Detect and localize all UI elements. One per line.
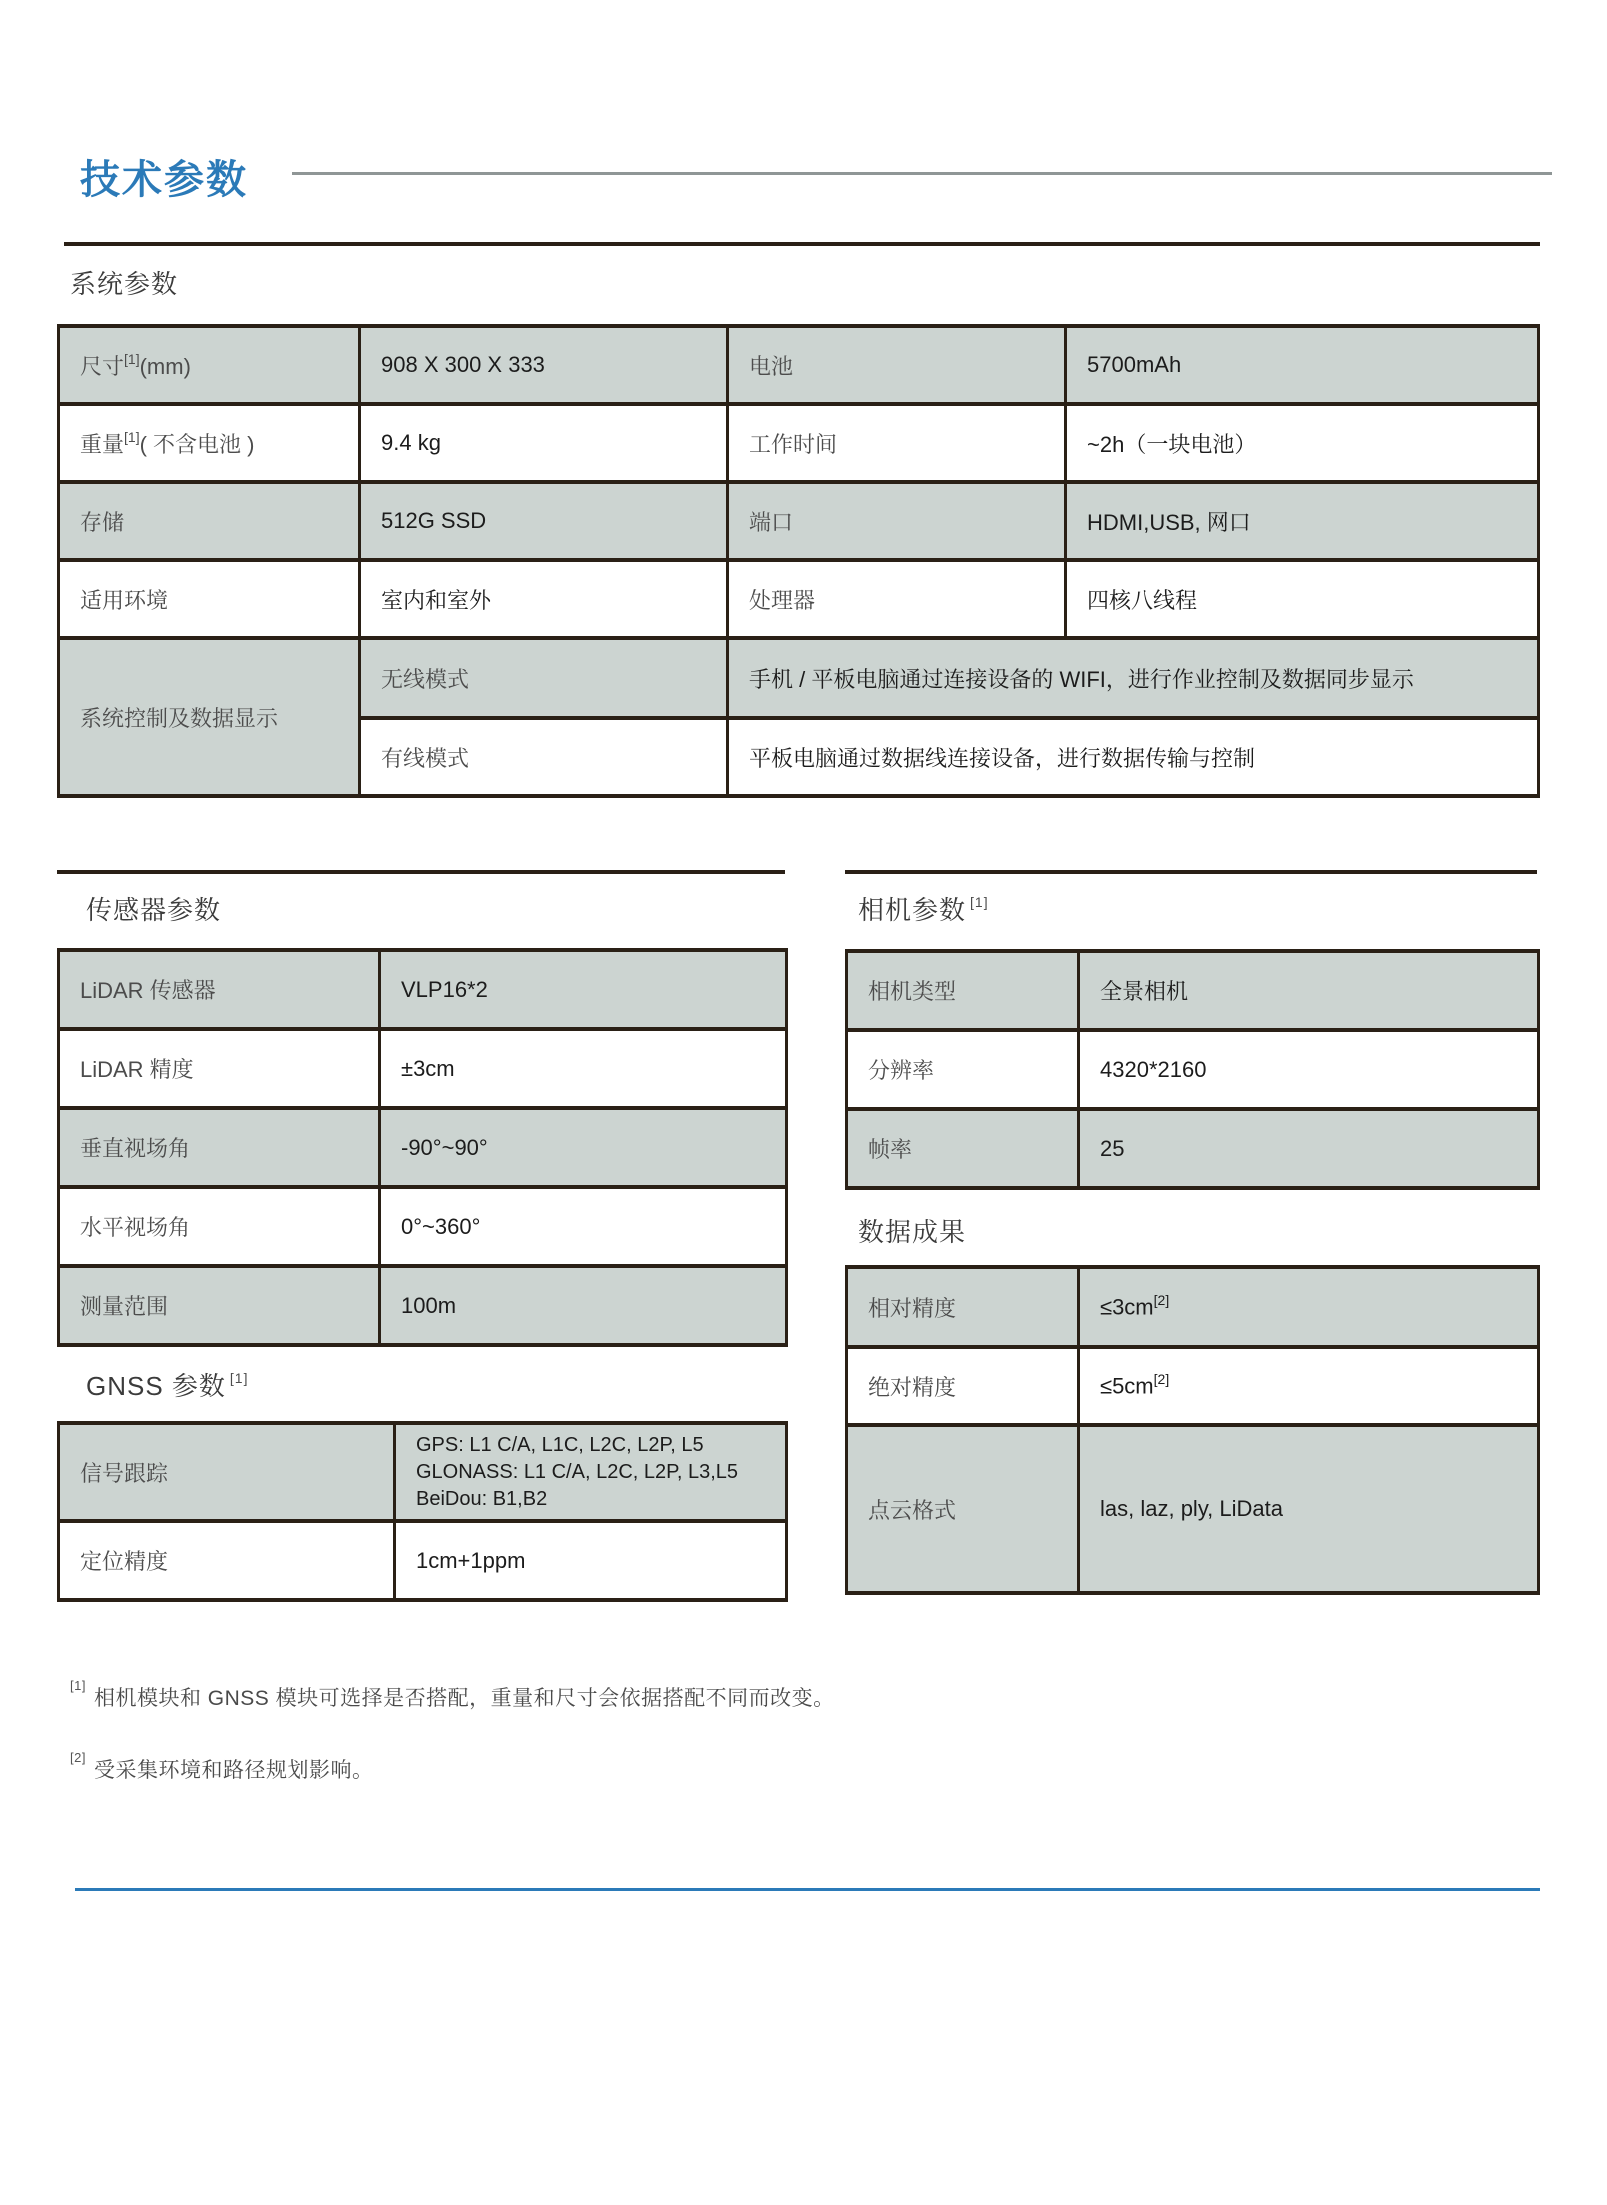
table-row bbox=[59, 1423, 787, 1521]
table-row bbox=[59, 1266, 787, 1345]
spec-value: HDMI,USB, 网口 bbox=[1066, 482, 1539, 560]
table-row bbox=[59, 482, 1539, 560]
spec-label: 垂直视场角 bbox=[59, 1108, 380, 1187]
table-row bbox=[59, 1029, 787, 1108]
spec-label: 工作时间 bbox=[728, 404, 1066, 482]
gnss-params-table bbox=[57, 1421, 788, 1602]
spec-value-positioning-accuracy: 1cm+1ppm bbox=[395, 1521, 787, 1600]
spec-value: 100m bbox=[380, 1266, 787, 1345]
system-section-rule bbox=[64, 242, 1540, 246]
spec-value: 0°~360° bbox=[380, 1187, 787, 1266]
spec-label-wireless-mode: 无线模式 bbox=[360, 638, 728, 718]
page-title: 技术参数 bbox=[80, 158, 248, 202]
section-heading-system: 系统参数 bbox=[70, 269, 179, 299]
data-results-table bbox=[845, 1265, 1540, 1595]
table-row bbox=[59, 950, 787, 1029]
table-row bbox=[59, 1521, 787, 1600]
spec-label-wired-mode: 有线模式 bbox=[360, 718, 728, 796]
spec-label-positioning-accuracy: 定位精度 bbox=[59, 1521, 395, 1600]
spec-label: 端口 bbox=[728, 482, 1066, 560]
table-row bbox=[847, 1267, 1539, 1347]
table-row bbox=[847, 1030, 1539, 1109]
spec-value: ≤5cm[2] bbox=[1079, 1347, 1539, 1425]
spec-label: 相机类型 bbox=[847, 951, 1079, 1030]
spec-label: 测量范围 bbox=[59, 1266, 380, 1345]
spec-label: 水平视场角 bbox=[59, 1187, 380, 1266]
sensor-section-rule bbox=[57, 870, 785, 874]
table-row bbox=[847, 951, 1539, 1030]
spec-value: 908 X 300 X 333 bbox=[360, 326, 728, 404]
spec-label: LiDAR 精度 bbox=[59, 1029, 380, 1108]
spec-label: 电池 bbox=[728, 326, 1066, 404]
spec-value: -90°~90° bbox=[380, 1108, 787, 1187]
spec-value: 室内和室外 bbox=[360, 560, 728, 638]
spec-value: ~2h（一块电池） bbox=[1066, 404, 1539, 482]
section-heading-gnss: GNSS 参数 [1] bbox=[86, 1370, 249, 1401]
spec-value-signal-tracking: GPS: L1 C/A, L1C, L2C, L2P, L5 GLONASS: L1 C/A, L2C, L2P, L3,L5 BeiDou: B1,B2 bbox=[395, 1423, 787, 1521]
table-row bbox=[59, 1187, 787, 1266]
section-heading-sensor: 传感器参数 bbox=[86, 895, 222, 925]
footnote-2: [2]受采集环境和路径规划影响。 bbox=[70, 1750, 374, 1782]
spec-label: 尺寸[1](mm) bbox=[59, 326, 360, 404]
spec-label: 处理器 bbox=[728, 560, 1066, 638]
section-heading-camera: 相机参数 [1] bbox=[858, 894, 989, 925]
spec-label: 重量[1]( 不含电池 ) bbox=[59, 404, 360, 482]
spec-value: VLP16*2 bbox=[380, 950, 787, 1029]
spec-value: 4320*2160 bbox=[1079, 1030, 1539, 1109]
spec-value: 全景相机 bbox=[1079, 951, 1539, 1030]
table-row bbox=[59, 326, 1539, 404]
footnote-1: [1]相机模块和 GNSS 模块可选择是否搭配，重量和尺寸会依据搭配不同而改变。 bbox=[70, 1678, 835, 1710]
spec-label: 帧率 bbox=[847, 1109, 1079, 1188]
spec-value-wired-desc: 平板电脑通过数据线连接设备，进行数据传输与控制 bbox=[728, 718, 1539, 796]
title-rule-line bbox=[292, 172, 1552, 175]
table-row bbox=[847, 1109, 1539, 1188]
bottom-accent-rule bbox=[75, 1888, 1540, 1891]
spec-label-pointcloud-format: 点云格式 bbox=[847, 1425, 1079, 1593]
spec-value: 9.4 kg bbox=[360, 404, 728, 482]
spec-value: 25 bbox=[1079, 1109, 1539, 1188]
spec-label-signal-tracking: 信号跟踪 bbox=[59, 1423, 395, 1521]
table-row bbox=[59, 560, 1539, 638]
table-row bbox=[59, 638, 1539, 718]
table-row bbox=[59, 404, 1539, 482]
section-heading-results: 数据成果 bbox=[858, 1217, 967, 1247]
table-row bbox=[847, 1347, 1539, 1425]
spec-value-pointcloud-format: las, laz, ply, LiData bbox=[1079, 1425, 1539, 1593]
spec-label: 绝对精度 bbox=[847, 1347, 1079, 1425]
sensor-params-table bbox=[57, 948, 788, 1347]
spec-label: 存储 bbox=[59, 482, 360, 560]
spec-label: 相对精度 bbox=[847, 1267, 1079, 1347]
table-row bbox=[847, 1425, 1539, 1593]
system-params-table bbox=[57, 324, 1540, 798]
camera-params-table bbox=[845, 949, 1540, 1190]
spec-value: 四核八线程 bbox=[1066, 560, 1539, 638]
spec-value-wireless-desc: 手机 / 平板电脑通过连接设备的 WIFI，进行作业控制及数据同步显示 bbox=[728, 638, 1539, 718]
spec-value: ±3cm bbox=[380, 1029, 787, 1108]
spec-label-control-display: 系统控制及数据显示 bbox=[59, 638, 360, 796]
spec-label: 分辨率 bbox=[847, 1030, 1079, 1109]
camera-section-rule bbox=[845, 870, 1537, 874]
spec-label: 适用环境 bbox=[59, 560, 360, 638]
table-row bbox=[59, 1108, 787, 1187]
spec-value: 512G SSD bbox=[360, 482, 728, 560]
spec-value: ≤3cm[2] bbox=[1079, 1267, 1539, 1347]
spec-label: LiDAR 传感器 bbox=[59, 950, 380, 1029]
spec-value: 5700mAh bbox=[1066, 326, 1539, 404]
